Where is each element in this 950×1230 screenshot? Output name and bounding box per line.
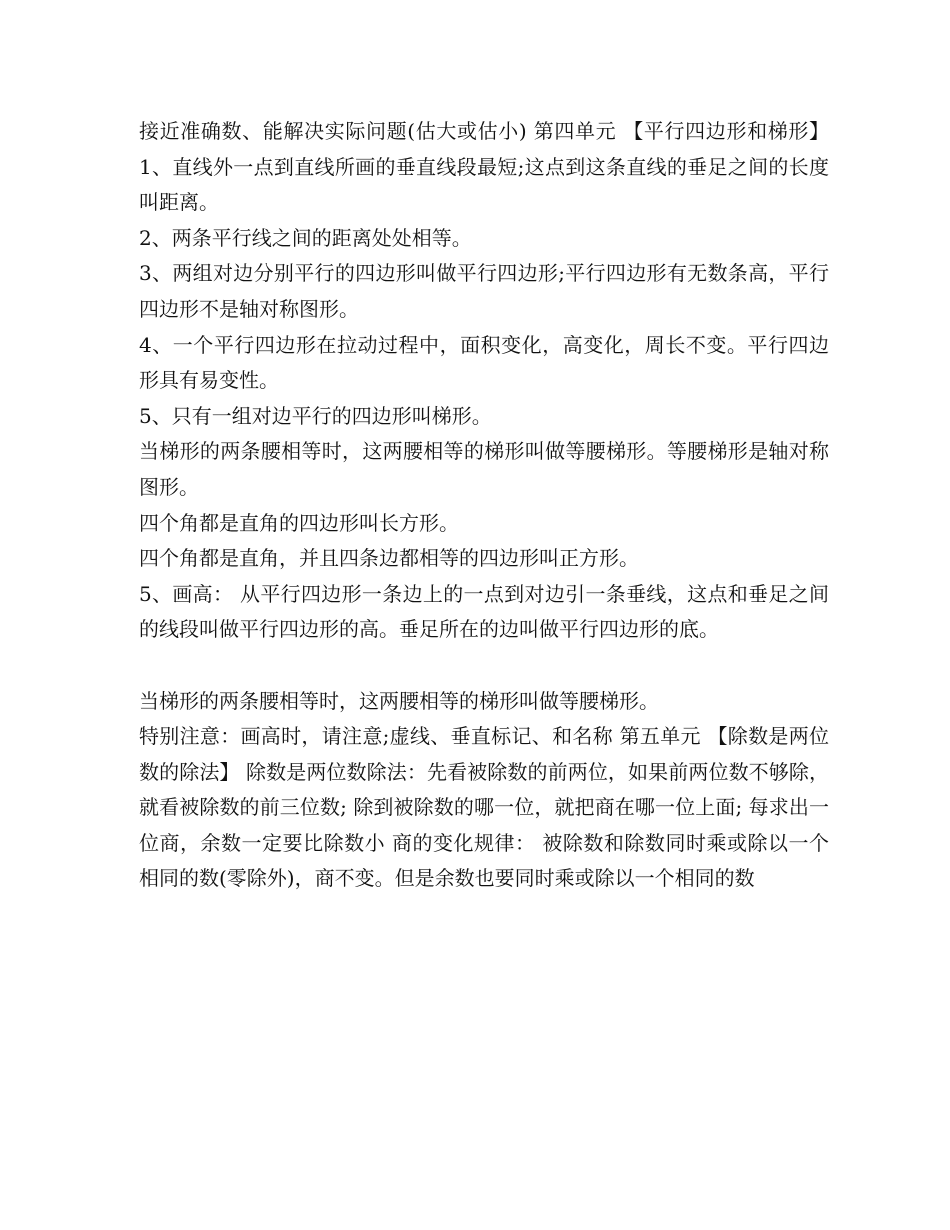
paragraph-rectangle-definition: 四个角都是直角的四边形叫长方形。: [139, 510, 459, 535]
paragraph-square-definition: 四个角都是直角，并且四条边都相等的四边形叫正方形。: [139, 546, 639, 571]
paragraph-parallelogram-definition: 3、两组对边分别平行的四边形叫做平行四边形;平行四边形有无数条高，平行四边形不是轴对称图形。: [139, 261, 829, 321]
paragraph-trapezoid-definition: 5、只有一组对边平行的四边形叫梯形。: [139, 403, 492, 428]
paragraph-isosceles-trapezoid-repeat: 当梯形的两条腰相等时，这两腰相等的梯形叫做等腰梯形。: [139, 688, 659, 713]
paragraph-unit5-division: 特别注意：画高时，请注意;虚线、垂直标记、和名称 第五单元 【除数是两位数的除法】 除数是两位数除法：先看被除数的前两位，如果前两位数不够除，就看被除数的前三位数; 除到被除数的哪一位，就把商在哪一位上面; 每求出一位商，余数一定要比除数小 商的变化规律： 被除数和除数同时乘或除以一个相同的数(零除外)，商不变。但是余数也要同时乘或除以一个相同的数: [139, 724, 829, 891]
document-body: [139, 114, 829, 897]
paragraph-parallel-distance: 2、两条平行线之间的距离处处相等。: [139, 225, 472, 250]
paragraph-isosceles-trapezoid: 当梯形的两条腰相等时，这两腰相等的梯形叫做等腰梯形。等腰梯形是轴对称图形。: [139, 439, 829, 499]
paragraph-parallelogram-deformation: 4、一个平行四边形在拉动过程中，面积变化，高变化，周长不变。平行四边形具有易变性。: [139, 332, 829, 393]
paragraph-drawing-height: 5、画高： 从平行四边形一条边上的一点到对边引一条垂线，这点和垂足之间的线段叫做平行四边形的高。垂足所在的边叫做平行四边形的底。: [139, 581, 829, 642]
paragraph-estimation-unit4-intro: 接近准确数、能解决实际问题(估大或估小) 第四单元 【平行四边形和梯形】 1、直线外一点到直线所画的垂直线段最短;这点到这条直线的垂足之间的长度叫距离。: [139, 119, 829, 215]
